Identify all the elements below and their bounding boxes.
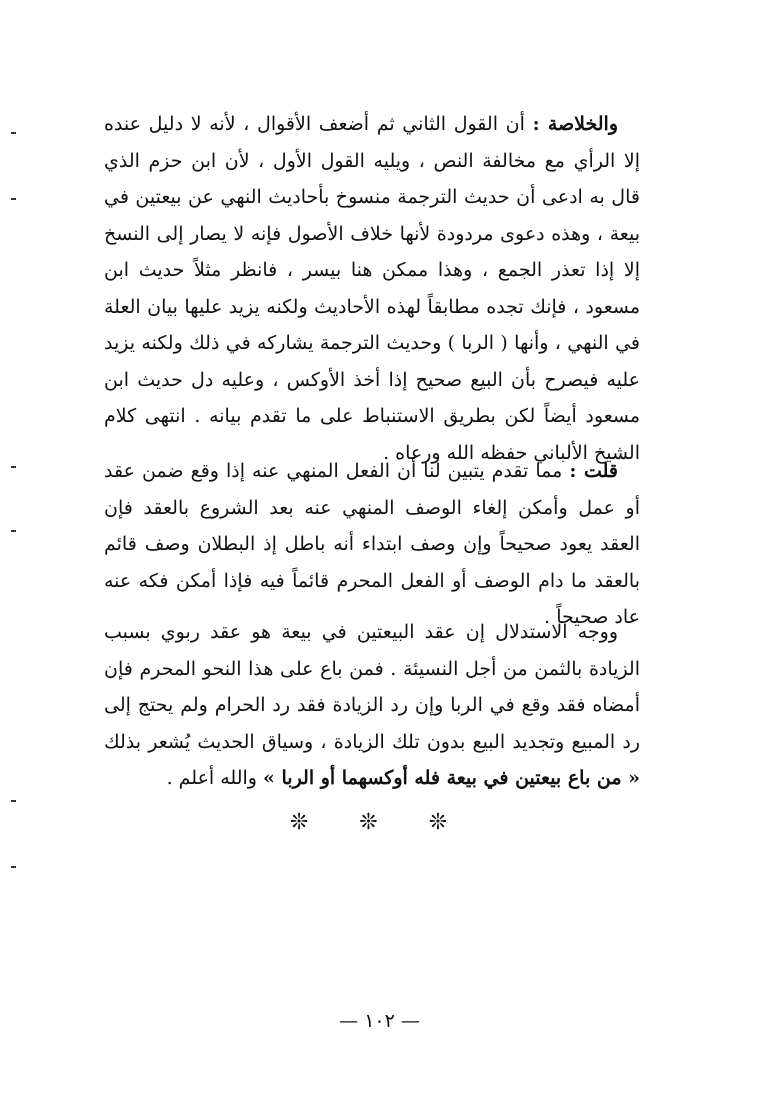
margin-mark — [11, 132, 16, 134]
hadith-quote: « من باع بيعتين في بيعة فله أوكسهما أو الربا » — [263, 767, 640, 789]
paragraph-lead-qultu: قلت : — [569, 460, 618, 482]
margin-mark — [11, 530, 16, 532]
margin-mark — [11, 198, 16, 200]
paragraph-conclusion — [104, 106, 640, 471]
margin-mark — [11, 800, 16, 802]
paragraph-tail-inference: والله أعلم . — [166, 767, 263, 789]
paragraph-inference — [104, 614, 640, 797]
paragraph-lead-conclusion: والخلاصة : — [532, 113, 619, 135]
margin-mark — [11, 466, 16, 468]
paragraph-body-conclusion: أن القول الثاني ثم أضعف الأقوال ، لأنه لا دليل عنده إلا الرأي مع مخالفة النص ، ويليه القول الأول ، لأن ابن حزم الذي قال به ادعى أن حديث الترجمة منسوخ بأحاديث النهي عن بيعتين في بيعة ، وهذه دعوى مردودة لأنها خلاف الأصول فإنه لا يصار إلى النسخ إلا إذا تعذر الجمع ، وهذا ممكن هنا بيسر ، فانظر مثلاً حديث ابن مسعود ، فإنك تجده مطابقاً لهذه الأحاديث ولكنه يزيد عليها بيان العلة في النهي ، وأنها ( الربا ) وحديث الترجمة يشاركه في ذلك ولكنه يزيد عليه فيصرح بأن البيع صحيح إذا أخذ الأوكس ، وعليه دل حديث ابن مسعود أيضاً لكن بطريق الاستنباط على ما تقدم بيانه . انتهى كلام الشيخ الألباني حفظه الله ورعاه . — [104, 113, 640, 464]
margin-mark — [11, 866, 16, 868]
section-separator: ❊ ❊ ❊ — [289, 810, 470, 835]
paragraph-qultu — [104, 453, 640, 636]
paragraph-body-inference: ووجه الاستدلال إن عقد البيعتين في بيعة هو عقد ربوي بسبب الزيادة بالثمن من أجل النسيئة . فمن باع على هذا النحو المحرم فإن أمضاه فقد وقع في الربا وإن رد الزيادة فقد رد الحرام ولم يحتج إلى رد المبيع وتجديد البيع بدون تلك الزيادة ، وسياق الحديث يُشعر بذلك — [104, 621, 640, 753]
paragraph-body-qultu: مما تقدم يتبين لنا أن الفعل المنهي عنه إذا وقع ضمن عقد أو عمل وأمكن إلغاء الوصف المنهي عنه بعد الشروع بالعقد فإن العقد يعود صحيحاً وإن وصف ابتداء أنه باطل إذ البطلان وصف قائم بالعقد ما دام الوصف أو الفعل المحرم قائماً فيه فإذا أمكن فكه عنه عاد صحيحاً . — [104, 460, 640, 628]
page-number: — ١٠٢ — — [339, 1010, 420, 1032]
